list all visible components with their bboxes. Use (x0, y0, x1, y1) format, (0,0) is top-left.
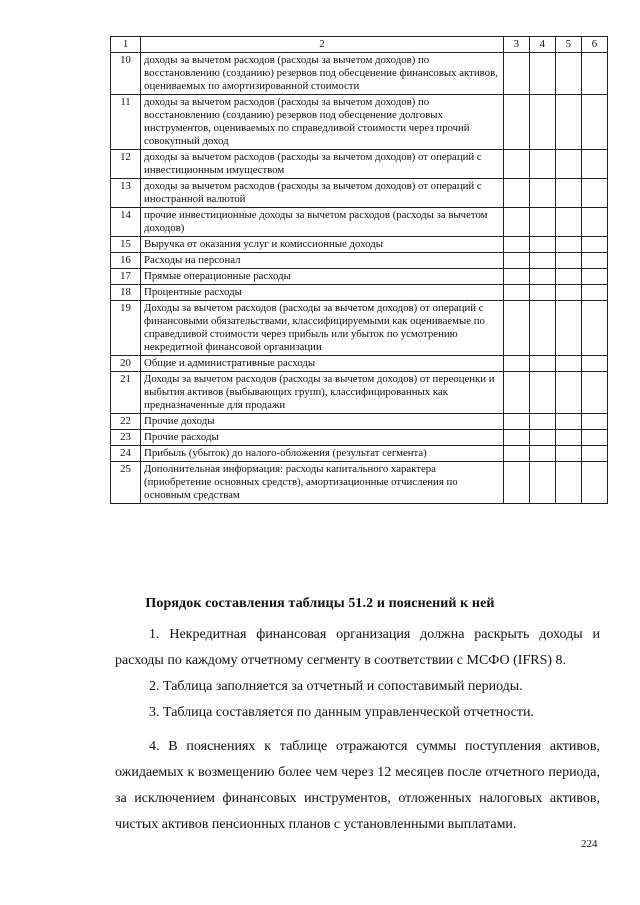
table-body (111, 37, 608, 504)
value-cell (581, 269, 607, 285)
value-cell (529, 208, 555, 237)
row-number-cell: 19 (111, 301, 141, 356)
table-row (111, 372, 608, 414)
header-cell: 6 (581, 37, 607, 53)
value-cell (555, 237, 581, 253)
value-cell (555, 430, 581, 446)
value-cell (529, 446, 555, 462)
value-cell (581, 53, 607, 95)
value-cell (503, 356, 529, 372)
value-cell (555, 301, 581, 356)
row-number-cell: 21 (111, 372, 141, 414)
value-cell (581, 179, 607, 208)
value-cell (555, 372, 581, 414)
row-label-cell: Прочие доходы (141, 414, 504, 430)
header-cell: 4 (529, 37, 555, 53)
value-cell (555, 208, 581, 237)
header-cell: 5 (555, 37, 581, 53)
value-cell (503, 372, 529, 414)
value-cell (503, 301, 529, 356)
value-cell (529, 285, 555, 301)
row-label-cell: Выручка от оказания услуг и комиссионные доходы (141, 237, 504, 253)
value-cell (503, 462, 529, 504)
value-cell (529, 430, 555, 446)
value-cell (529, 253, 555, 269)
value-cell (529, 269, 555, 285)
row-label-cell: доходы за вычетом расходов (расходы за вычетом доходов) от операций с иностранной валютой (141, 179, 504, 208)
value-cell (555, 414, 581, 430)
row-label-cell: Прибыль (убыток) до налого-обложения (результат сегмента) (141, 446, 504, 462)
header-cell: 1 (111, 37, 141, 53)
value-cell (503, 208, 529, 237)
value-cell (555, 150, 581, 179)
value-cell (529, 150, 555, 179)
value-cell (581, 95, 607, 150)
header-cell: 3 (503, 37, 529, 53)
table-row (111, 462, 608, 504)
row-label-cell: Расходы на персонал (141, 253, 504, 269)
value-cell (581, 430, 607, 446)
row-number-cell: 11 (111, 95, 141, 150)
value-cell (581, 237, 607, 253)
value-cell (555, 285, 581, 301)
table-row (111, 301, 608, 356)
row-number-cell: 23 (111, 430, 141, 446)
value-cell (581, 446, 607, 462)
value-cell (503, 414, 529, 430)
table-row (111, 446, 608, 462)
row-number-cell: 14 (111, 208, 141, 237)
segment-income-table (110, 36, 608, 504)
value-cell (555, 446, 581, 462)
row-label-cell: доходы за вычетом расходов (расходы за вычетом доходов) по восстановлению (созданию) резервов под обесценение долговых инструментов, оцениваемых по справедливой стоимости через прочий совокупный доход (141, 95, 504, 150)
value-cell (503, 253, 529, 269)
table-row (111, 95, 608, 150)
value-cell (581, 462, 607, 504)
paragraph-1: 1. Некредитная финансовая организация должна раскрыть доходы и расходы по каждому отчетному сегменту в соответствии с МСФО (IFRS) 8. (115, 627, 600, 668)
value-cell (555, 53, 581, 95)
row-label-cell: Прямые операционные расходы (141, 269, 504, 285)
value-cell (529, 414, 555, 430)
value-cell (503, 237, 529, 253)
table-row (111, 430, 608, 446)
row-label-cell: Процентные расходы (141, 285, 504, 301)
value-cell (529, 356, 555, 372)
value-cell (581, 285, 607, 301)
row-label-cell: Доходы за вычетом расходов (расходы за вычетом доходов) от операций с финансовыми обязательствами, классифицируемыми как оцениваемые по справедливой стоимости через прибыль или убыток по усмотрению некредитной финансовой организации (141, 301, 504, 356)
value-cell (503, 269, 529, 285)
header-cell: 2 (141, 37, 504, 53)
value-cell (581, 253, 607, 269)
table-row (111, 253, 608, 269)
value-cell (503, 53, 529, 95)
table-header-row (111, 37, 608, 53)
row-label-cell: Общие и административные расходы (141, 356, 504, 372)
value-cell (503, 179, 529, 208)
row-number-cell: 13 (111, 179, 141, 208)
row-number-cell: 24 (111, 446, 141, 462)
value-cell (581, 372, 607, 414)
value-cell (555, 253, 581, 269)
row-number-cell: 10 (111, 53, 141, 95)
value-cell (529, 372, 555, 414)
table-row (111, 53, 608, 95)
value-cell (529, 301, 555, 356)
row-number-cell: 17 (111, 269, 141, 285)
value-cell (555, 95, 581, 150)
value-cell (529, 462, 555, 504)
value-cell (503, 430, 529, 446)
value-cell (581, 414, 607, 430)
value-cell (555, 269, 581, 285)
row-label-cell: Доходы за вычетом расходов (расходы за вычетом доходов) от переоценки и выбытия активов (выбывающих групп), классифицированных как предназначенные для продажи (141, 372, 504, 414)
value-cell (529, 179, 555, 208)
table-row (111, 179, 608, 208)
value-cell (529, 237, 555, 253)
row-number-cell: 18 (111, 285, 141, 301)
value-cell (503, 285, 529, 301)
value-cell (529, 95, 555, 150)
segment-table-container (110, 36, 608, 504)
value-cell (503, 446, 529, 462)
value-cell (503, 95, 529, 150)
row-label-cell: доходы за вычетом расходов (расходы за вычетом доходов) по восстановлению (созданию) резервов под обесценение финансовых активов, оцениваемых по амортизированной стоимости (141, 53, 504, 95)
value-cell (555, 462, 581, 504)
value-cell (503, 150, 529, 179)
value-cell (581, 150, 607, 179)
row-number-cell: 22 (111, 414, 141, 430)
table-row (111, 414, 608, 430)
table-row (111, 269, 608, 285)
row-label-cell: Прочие расходы (141, 430, 504, 446)
value-cell (581, 356, 607, 372)
paragraph-4: 4. В пояснениях к таблице отражаются суммы поступления активов, ожидаемых к возмещению более чем через 12 месяцев после отчетного периода, за исключением финансовых инструментов, отложенных налоговых активов, чистых активов пенсионных планов с установленными выплатами. (115, 739, 600, 832)
row-label-cell: Дополнительная информация: расходы капитального характера (приобретение основных средств), амортизационные отчисления по основным средствам (141, 462, 504, 504)
row-number-cell: 12 (111, 150, 141, 179)
section-heading: Порядок составления таблицы 51.2 и пояснений к ней (145, 596, 495, 611)
paragraph-3: 3. Таблица составляется по данным управленческой отчетности. (149, 705, 534, 720)
table-row (111, 208, 608, 237)
value-cell (581, 301, 607, 356)
paragraph-2: 2. Таблица заполняется за отчетный и сопоставимый периоды. (149, 679, 523, 694)
value-cell (555, 179, 581, 208)
table-row (111, 356, 608, 372)
value-cell (529, 53, 555, 95)
row-number-cell: 15 (111, 237, 141, 253)
row-number-cell: 20 (111, 356, 141, 372)
page-number: 224 (581, 838, 598, 850)
row-number-cell: 25 (111, 462, 141, 504)
table-row (111, 285, 608, 301)
table-row (111, 237, 608, 253)
row-label-cell: прочие инвестиционные доходы за вычетом расходов (расходы за вычетом доходов) (141, 208, 504, 237)
value-cell (555, 356, 581, 372)
value-cell (581, 208, 607, 237)
row-number-cell: 16 (111, 253, 141, 269)
row-label-cell: доходы за вычетом расходов (расходы за вычетом доходов) от операций с инвестиционным имуществом (141, 150, 504, 179)
table-row (111, 150, 608, 179)
